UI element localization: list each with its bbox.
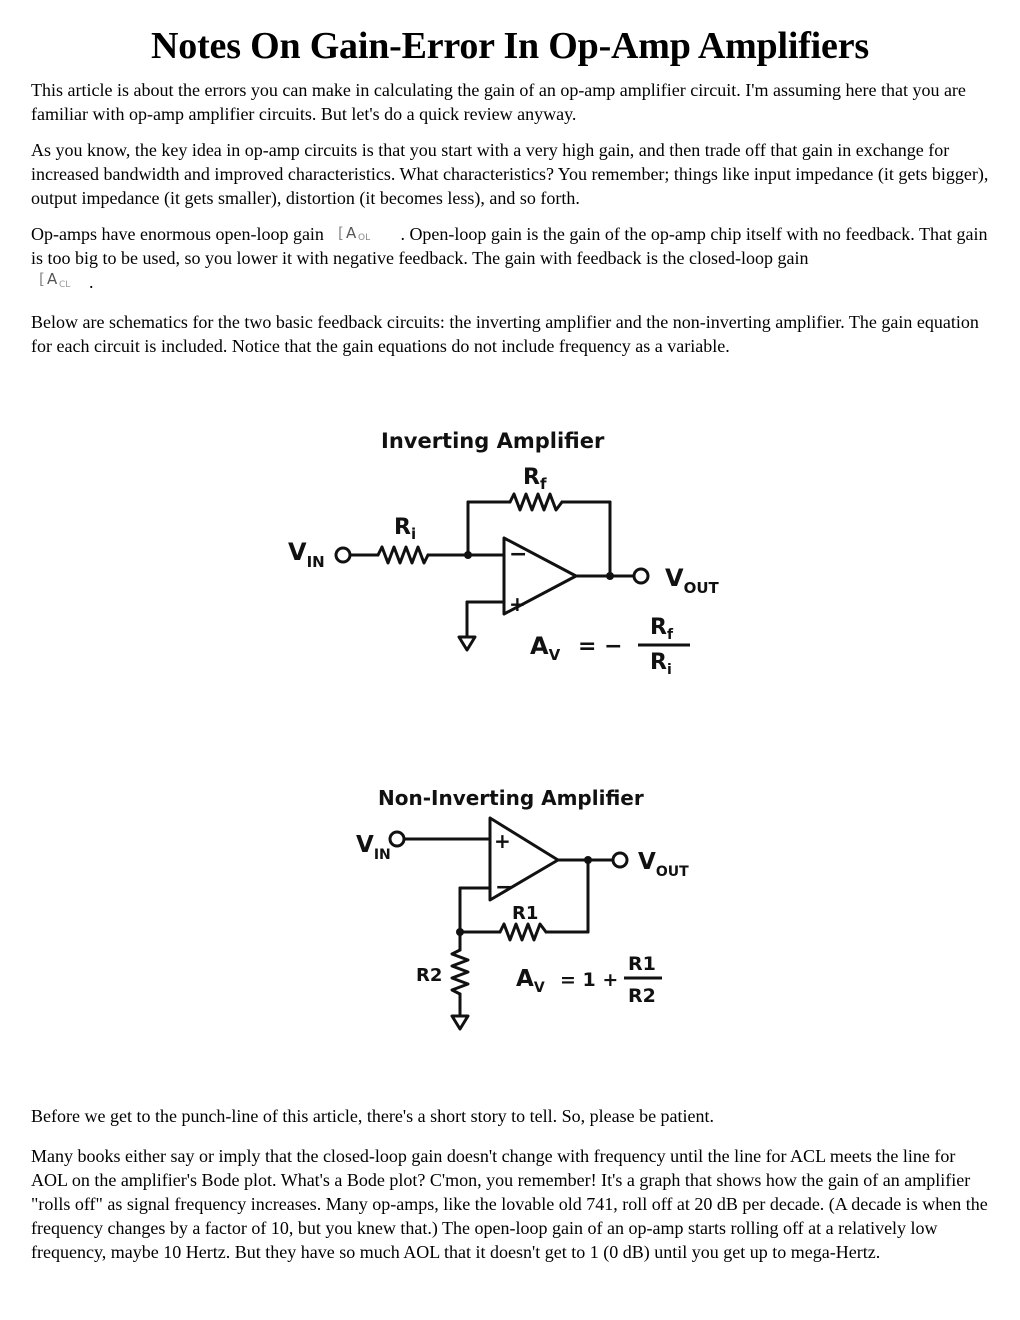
gain-numerator: R1 — [628, 953, 656, 975]
paragraph-intro: This article is about the errors you can make in calculating the gain of an op-amp amplifier circuit. I'm assuming here that you are familiar with op-amp amplifier circuits. But let's do a quick review anyway. — [31, 80, 966, 124]
paragraph-open-loop — [31, 222, 989, 294]
gain-av: $A_V$ — [516, 966, 545, 996]
vout-terminal — [634, 569, 648, 583]
minus-sign: − — [509, 542, 528, 567]
plus-sign: + — [494, 829, 511, 853]
paragraph-bode: Many books either say or imply that the closed-loop gain doesn't change with frequency until the line for ACL meets the line for AOL on the amplifier's Bode plot. What's a Bode plot? C'mon, you remember! It's a graph that shows how the gain of an amplifier "rolls off" as signal frequency increases. Many op-amps, like the lovable old 741, roll off at 20 dB per decade. (A decade is when the frequency changes by a factor of 10, but you knew that.) The open-loop gain of an op-amp starts rolling off at a relatively low frequency, maybe 10 Hertz. But they have so much AOL that it doesn't get to 1 (0 dB) until you get up to mega-Hertz. — [31, 1146, 988, 1262]
gain-denominator: R2 — [628, 985, 656, 1007]
r1-resistor — [500, 924, 546, 940]
aol-letter: A — [346, 224, 357, 242]
vout-terminal — [613, 853, 627, 867]
aol-symbol-image — [336, 223, 398, 243]
paragraph-key-idea: As you know, the key idea in op-amp circuits is that you start with a very high gain, and then trade off that gain in exchange for increased bandwidth and improved characteristics. What characteristics? You remember; things like input impedance (it gets bigger), output impedance (it gets smaller), distortion (it becomes less), and so forth. — [31, 140, 989, 208]
rf-label: $R_f$ — [523, 465, 547, 493]
vin-terminal — [336, 548, 350, 562]
gain-equals: = − — [578, 634, 623, 659]
article — [31, 0, 989, 370]
gain-equals: = 1 + — [560, 969, 619, 991]
inverting-amplifier-schematic — [280, 420, 740, 690]
inverting-title: Inverting Amplifier — [381, 429, 605, 453]
minus-sign: − — [495, 875, 514, 900]
vin-label: $V_{IN}$ — [356, 832, 391, 863]
gain-numerator: $R_f$ — [650, 615, 674, 643]
paragraph-schematics: Below are schematics for the two basic feedback circuits: the inverting amplifier and the non-inverting amplifier. The gain equation for each circuit is included. Notice that the gain equations do not include frequency as a variable. — [31, 312, 979, 356]
vin-label: $V_{IN}$ — [288, 538, 325, 571]
gain-av: $A_V$ — [530, 632, 561, 664]
open-loop-text-b: . Open-loop gain is the gain of the op-amp chip itself with no feedback. That gain is too big to be used, so you lower it with negative feedback. The gain with feedback is the closed-loop gain — [31, 224, 988, 268]
acl-letter: A — [47, 271, 58, 288]
plus-sign: + — [509, 592, 526, 616]
paragraph-story: Before we get to the punch-line of this article, there's a short story to tell. So, please be patient. — [31, 1106, 715, 1126]
junction-dot — [606, 572, 614, 580]
acl-symbol-image — [37, 271, 89, 291]
vout-label: $V_{OUT}$ — [665, 564, 719, 597]
noninverting-title: Non-Inverting Amplifier — [378, 786, 644, 810]
acl-bracket: [ — [39, 271, 45, 288]
junction-dot — [464, 551, 472, 559]
rf-resistor — [510, 494, 562, 510]
page-title: Notes On Gain-Error In Op-Amp Amplifiers — [151, 25, 869, 67]
ri-label: $R_i$ — [394, 515, 417, 543]
ground-symbol — [452, 1016, 468, 1029]
aol-bracket: [ — [338, 224, 345, 242]
gain-denominator: $R_i$ — [650, 650, 672, 678]
aol-subscript: OL — [358, 233, 371, 243]
junction-dot — [584, 856, 592, 864]
r1-label: R1 — [512, 903, 539, 924]
noninverting-amplifier-schematic — [350, 780, 720, 1040]
vin-terminal — [390, 832, 404, 846]
junction-dot — [456, 928, 464, 936]
r2-resistor — [452, 950, 468, 994]
open-loop-text-a: Op-amps have enormous open-loop gain — [31, 224, 324, 244]
vout-label: $V_{OUT}$ — [638, 849, 689, 880]
acl-subscript: CL — [59, 280, 71, 290]
open-loop-text-c: . — [89, 272, 94, 292]
r2-label: R2 — [416, 965, 443, 986]
ground-symbol — [459, 637, 475, 650]
ri-resistor — [378, 547, 428, 563]
